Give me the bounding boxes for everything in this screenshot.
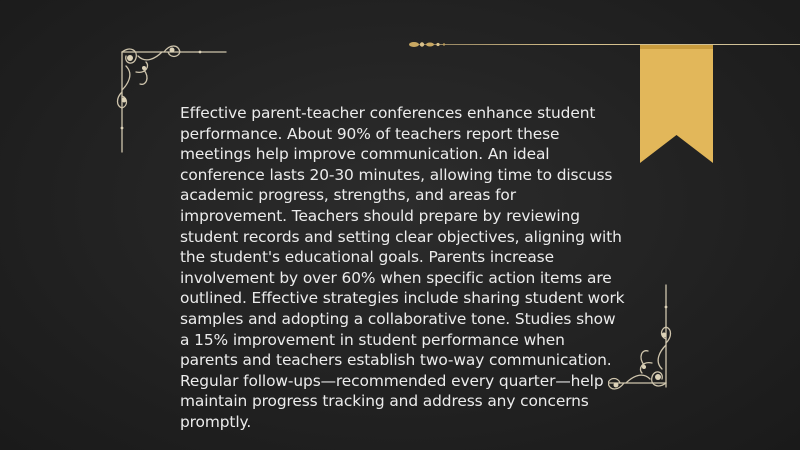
divider-ornament-icon <box>408 40 448 49</box>
bookmark-ribbon-icon <box>637 45 716 165</box>
body-paragraph: Effective parent-teacher conferences enhance student performance. About 90% of teachers report these meetings help improve communication. An ideal conference lasts 20-30 minutes, allowing time to discuss academic progress, strengths, and areas for improvement. Teachers should prepare by reviewing student records and setting clear objectives, aligning with the student's educational goals. Parents increase involvement by over 60% when specific action items are outlined. Effective strategies include sharing student work samples and adopting a collaborative tone. Studies show a 15% improvement in student performance when parents and teachers establish two-way communication. Regular follow-ups—recommended every quarter—help maintain progress tracking and address any concerns promptly. <box>180 104 625 431</box>
top-divider-line <box>414 44 800 45</box>
